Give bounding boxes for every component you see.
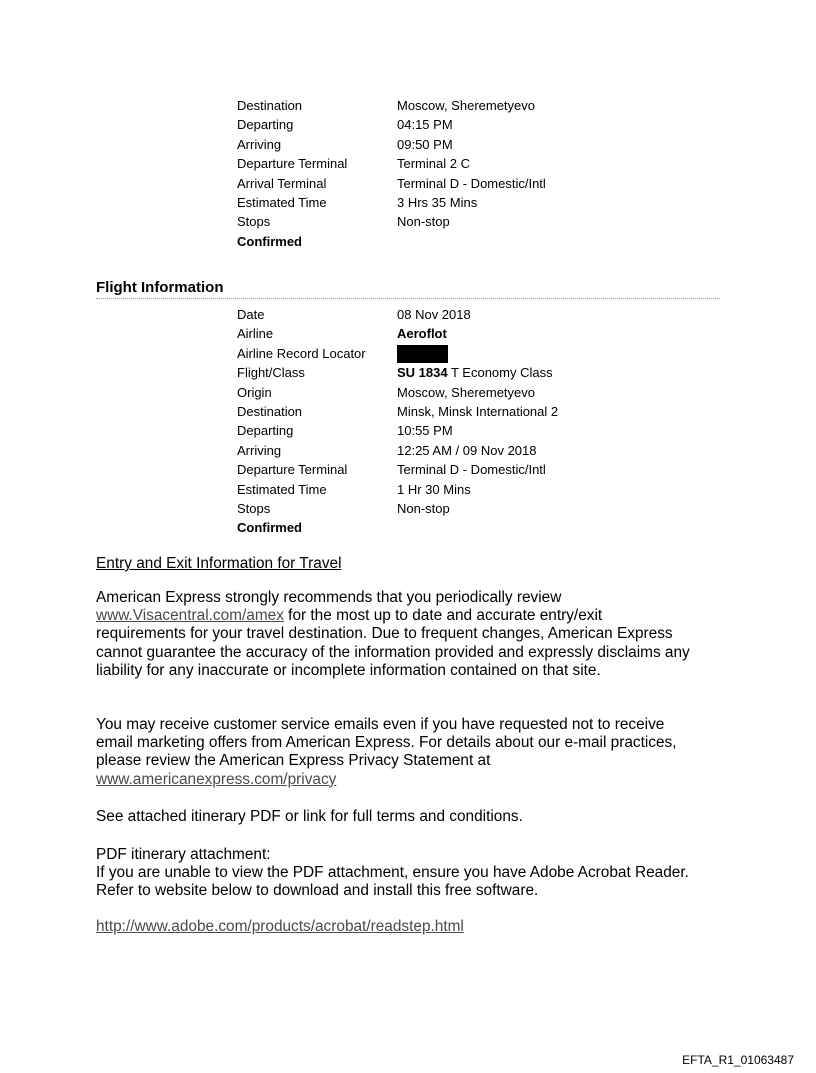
paragraph-line: You may receive customer service emails even if you have requested not to receive: [96, 716, 665, 733]
detail-row-locator: [237, 344, 697, 363]
detail-label: Estimated Time: [237, 194, 327, 210]
detail-value: Non-stop: [397, 214, 450, 230]
detail-row: [237, 499, 697, 518]
detail-value: Terminal D - Domestic/Intl: [397, 175, 546, 191]
entry-exit-heading: Entry and Exit Information for Travel: [96, 555, 342, 572]
detail-value: 04:15 PM: [397, 117, 453, 133]
detail-value: Terminal D - Domestic/Intl: [397, 462, 546, 478]
paragraph-line: please review the American Express Privacy Statement at: [96, 752, 491, 770]
detail-label: Stops: [237, 500, 271, 516]
paragraph-line: See attached itinerary PDF or link for full terms and conditions.: [96, 808, 523, 825]
paragraph-line: American Express strongly recommends that you periodically review: [96, 589, 562, 606]
status-confirmed: Confirmed: [237, 520, 302, 536]
detail-row-date: [237, 305, 697, 324]
paragraph-line: email marketing offers from American Express. For details about our e-mail practices,: [96, 734, 677, 752]
entry-exit-paragraph: [96, 589, 746, 680]
detail-row: [237, 421, 697, 440]
detail-row: [237, 212, 697, 231]
flight-information-heading: [96, 278, 720, 299]
paragraph-line: If you are unable to view the PDF attachment, ensure you have Adobe Acrobat Reader.: [96, 864, 689, 882]
detail-value: Moscow, Sheremetyevo: [397, 384, 536, 400]
segment-1-details: [237, 96, 697, 251]
detail-label: Arriving: [237, 136, 282, 152]
paragraph-text: for the most up to date and accurate entry/exit: [283, 607, 603, 625]
detail-label: Departure Terminal: [237, 462, 348, 478]
detail-row-airline: [237, 324, 697, 343]
status-confirmed: Confirmed: [237, 233, 302, 249]
flight-information-details: [237, 305, 697, 538]
detail-value: 10:55 PM: [397, 423, 453, 439]
detail-value: 09:50 PM: [397, 136, 453, 152]
detail-label: Departing: [237, 117, 294, 133]
paragraph-line: requirements for your travel destination. Due to frequent changes, American Express: [96, 625, 673, 643]
detail-label: Arrival Terminal: [237, 175, 327, 191]
adobe-link-block: [96, 918, 746, 936]
detail-row: [237, 480, 697, 499]
detail-row: [237, 115, 697, 134]
paragraph-line: [96, 607, 746, 625]
detail-label: Estimated Time: [237, 481, 327, 497]
detail-row: [237, 96, 697, 115]
detail-row: [237, 193, 697, 212]
detail-label: Airline Record Locator: [237, 345, 366, 361]
detail-label: Destination: [237, 403, 303, 419]
detail-label: Departure Terminal: [237, 156, 348, 172]
privacy-paragraph: [96, 716, 746, 789]
detail-row: [237, 441, 697, 460]
pdf-paragraph: [96, 846, 746, 901]
detail-value: Terminal 2 C: [397, 156, 470, 172]
paragraph-line: Refer to website below to download and install this free software.: [96, 882, 539, 900]
flight-class: T Economy Class: [450, 365, 553, 381]
detail-row: [237, 135, 697, 154]
pdf-title: PDF itinerary attachment:: [96, 846, 271, 863]
detail-row: [237, 460, 697, 479]
redaction-box: [397, 345, 448, 363]
section-title: Flight Information: [96, 279, 224, 296]
visacentral-link[interactable]: www.Visacentral.com/amex: [96, 607, 284, 625]
detail-label: Date: [237, 307, 265, 322]
detail-label: Arriving: [237, 442, 282, 458]
document-id-footer: EFTA_R1_01063487: [682, 1053, 794, 1067]
adobe-download-link[interactable]: http://www.adobe.com/products/acrobat/readstep.html: [96, 918, 464, 935]
paragraph-line: cannot guarantee the accuracy of the information provided and expressly disclaims any: [96, 643, 690, 661]
detail-value: 08 Nov 2018: [397, 307, 471, 322]
detail-row: [237, 174, 697, 193]
detail-value: Minsk, Minsk International 2: [397, 403, 559, 419]
detail-value: 1 Hr 30 Mins: [397, 481, 471, 497]
detail-label: Origin: [237, 384, 272, 400]
detail-label: Airline: [237, 326, 274, 342]
flight-number: SU 1834: [397, 365, 448, 381]
paragraph-line: liability for any inaccurate or incomplete information contained on that site.: [96, 661, 601, 679]
entry-exit-section: [96, 555, 746, 573]
attached-note: [96, 808, 746, 826]
detail-label: Destination: [237, 98, 303, 113]
detail-label: Stops: [237, 214, 271, 230]
detail-label: Departing: [237, 423, 294, 439]
airline-name: Aeroflot: [397, 326, 447, 342]
detail-label: Flight/Class: [237, 365, 305, 381]
detail-value: 3 Hrs 35 Mins: [397, 194, 478, 210]
detail-value: Non-stop: [397, 500, 450, 516]
privacy-link[interactable]: www.americanexpress.com/privacy: [96, 770, 337, 788]
detail-row: [237, 154, 697, 173]
detail-value: 12:25 AM / 09 Nov 2018: [397, 442, 537, 458]
detail-row-flight: [237, 363, 697, 382]
detail-row: [237, 383, 697, 402]
detail-value: Moscow, Sheremetyevo: [397, 98, 536, 113]
detail-row: [237, 402, 697, 421]
status-row: [237, 232, 697, 251]
status-row: [237, 518, 697, 537]
